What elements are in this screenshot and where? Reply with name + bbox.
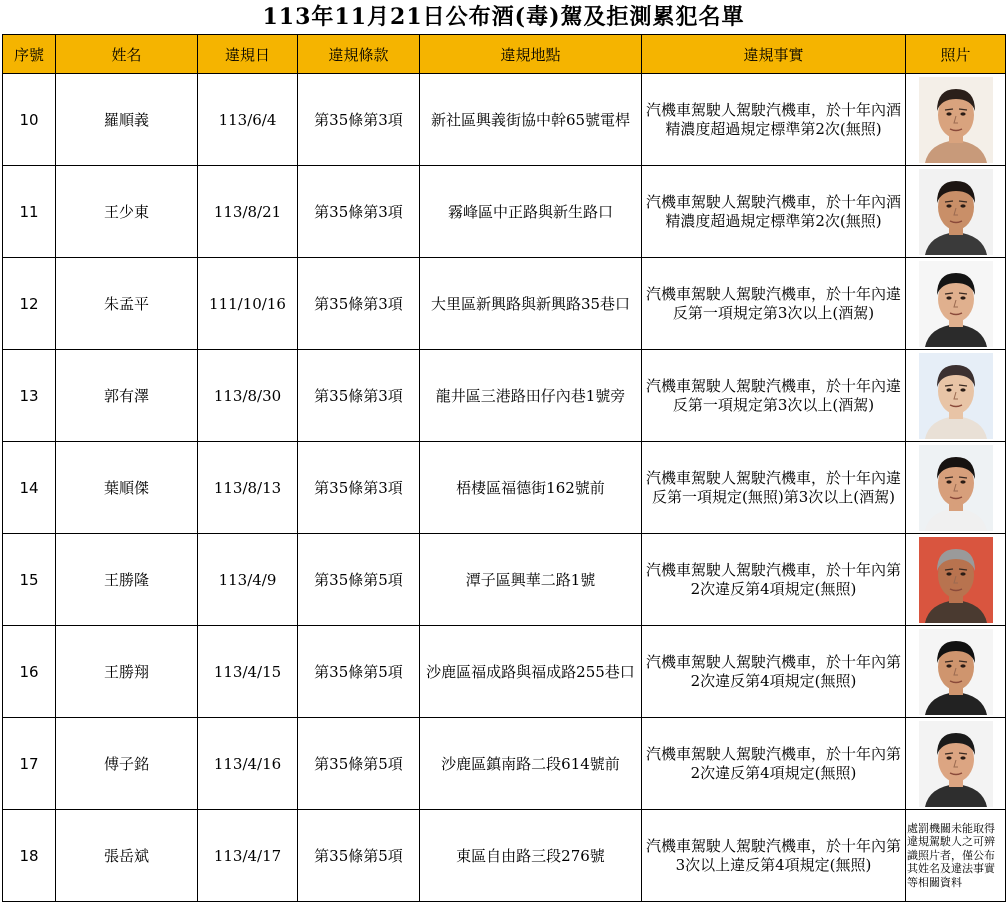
header-clause: 違規條款 [298,35,420,74]
photo-cell [906,718,1006,810]
cell-fact: 汽機車駕駛人駕駛汽機車，於十年內第3次以上違反第4項規定(無照) [642,810,906,902]
cell-fact: 汽機車駕駛人駕駛汽機車，於十年內第2次違反第4項規定(無照) [642,718,906,810]
cell-clause: 第35條第3項 [298,74,420,166]
header-seq: 序號 [3,35,56,74]
cell-location: 沙鹿區鎮南路二段614號前 [420,718,642,810]
offender-photo [919,721,993,807]
cell-date: 113/4/16 [198,718,298,810]
table-row [3,350,1006,442]
table-row [3,626,1006,718]
cell-seq: 11 [3,166,56,258]
cell-seq: 16 [3,626,56,718]
cell-date: 113/4/15 [198,626,298,718]
table-header-row [3,35,1006,74]
table-row [3,258,1006,350]
header-fact: 違規事實 [642,35,906,74]
cell-date: 113/6/4 [198,74,298,166]
offender-photo [919,261,993,347]
cell-location: 東區自由路三段276號 [420,810,642,902]
cell-clause: 第35條第5項 [298,626,420,718]
table-row [3,442,1006,534]
table-row [3,166,1006,258]
cell-seq: 14 [3,442,56,534]
cell-date: 113/8/30 [198,350,298,442]
cell-location: 大里區新興路與新興路35巷口 [420,258,642,350]
photo-cell [906,350,1006,442]
cell-location: 潭子區興華二路1號 [420,534,642,626]
header-location: 違規地點 [420,35,642,74]
cell-name: 王少東 [56,166,198,258]
photo-note: 處罰機關未能取得違規駕駛人之可辨識照片者，僅公布 其姓名及違法事實等相關資料 [907,821,995,889]
cell-fact: 汽機車駕駛人駕駛汽機車，於十年內違反第一項規定(無照)第3次以上(酒駕) [642,442,906,534]
table-row [3,534,1006,626]
cell-date: 111/10/16 [198,258,298,350]
cell-location: 霧峰區中正路與新生路口 [420,166,642,258]
offender-photo [919,445,993,531]
cell-fact: 汽機車駕駛人駕駛汽機車，於十年內第2次違反第4項規定(無照) [642,626,906,718]
cell-name: 羅順義 [56,74,198,166]
cell-fact: 汽機車駕駛人駕駛汽機車，於十年內酒精濃度超過規定標準第2次(無照) [642,74,906,166]
photo-cell [906,258,1006,350]
cell-seq: 18 [3,810,56,902]
cell-clause: 第35條第5項 [298,718,420,810]
cell-seq: 15 [3,534,56,626]
cell-fact: 汽機車駕駛人駕駛汽機車，於十年內酒精濃度超過規定標準第2次(無照) [642,166,906,258]
cell-clause: 第35條第3項 [298,442,420,534]
cell-name: 王勝隆 [56,534,198,626]
cell-name: 王勝翔 [56,626,198,718]
cell-name: 張岳斌 [56,810,198,902]
page-title: 113年11月21日公布酒(毒)駕及拒測累犯名單 [262,4,745,30]
photo-cell [906,626,1006,718]
cell-seq: 12 [3,258,56,350]
cell-clause: 第35條第3項 [298,258,420,350]
photo-cell [906,810,1006,902]
cell-fact: 汽機車駕駛人駕駛汽機車，於十年內違反第一項規定第3次以上(酒駕) [642,350,906,442]
cell-date: 113/8/13 [198,442,298,534]
table-row [3,718,1006,810]
cell-name: 朱孟平 [56,258,198,350]
cell-location: 梧棲區福德街162號前 [420,442,642,534]
table-row [3,810,1006,902]
offender-table [2,34,1006,902]
header-photo: 照片 [906,35,1006,74]
cell-name: 傅子銘 [56,718,198,810]
cell-seq: 13 [3,350,56,442]
cell-fact: 汽機車駕駛人駕駛汽機車，於十年內違反第一項規定第3次以上(酒駕) [642,258,906,350]
cell-clause: 第35條第3項 [298,350,420,442]
cell-location: 龍井區三港路田仔內巷1號旁 [420,350,642,442]
offender-photo [919,169,993,255]
header-date: 違規日 [198,35,298,74]
cell-fact: 汽機車駕駛人駕駛汽機車，於十年內第2次違反第4項規定(無照) [642,534,906,626]
cell-clause: 第35條第5項 [298,810,420,902]
cell-date: 113/4/17 [198,810,298,902]
cell-date: 113/8/21 [198,166,298,258]
offender-photo [919,629,993,715]
cell-seq: 17 [3,718,56,810]
offender-photo [919,353,993,439]
cell-date: 113/4/9 [198,534,298,626]
cell-seq: 10 [3,74,56,166]
cell-clause: 第35條第3項 [298,166,420,258]
photo-cell [906,166,1006,258]
offender-photo [919,537,993,623]
offender-photo [919,77,993,163]
cell-location: 沙鹿區福成路與福成路255巷口 [420,626,642,718]
photo-cell [906,534,1006,626]
table-row [3,74,1006,166]
cell-location: 新社區興義街協中幹65號電桿 [420,74,642,166]
cell-clause: 第35條第5項 [298,534,420,626]
photo-cell [906,74,1006,166]
photo-cell [906,442,1006,534]
cell-name: 葉順傑 [56,442,198,534]
header-name: 姓名 [56,35,198,74]
cell-name: 郭有澤 [56,350,198,442]
